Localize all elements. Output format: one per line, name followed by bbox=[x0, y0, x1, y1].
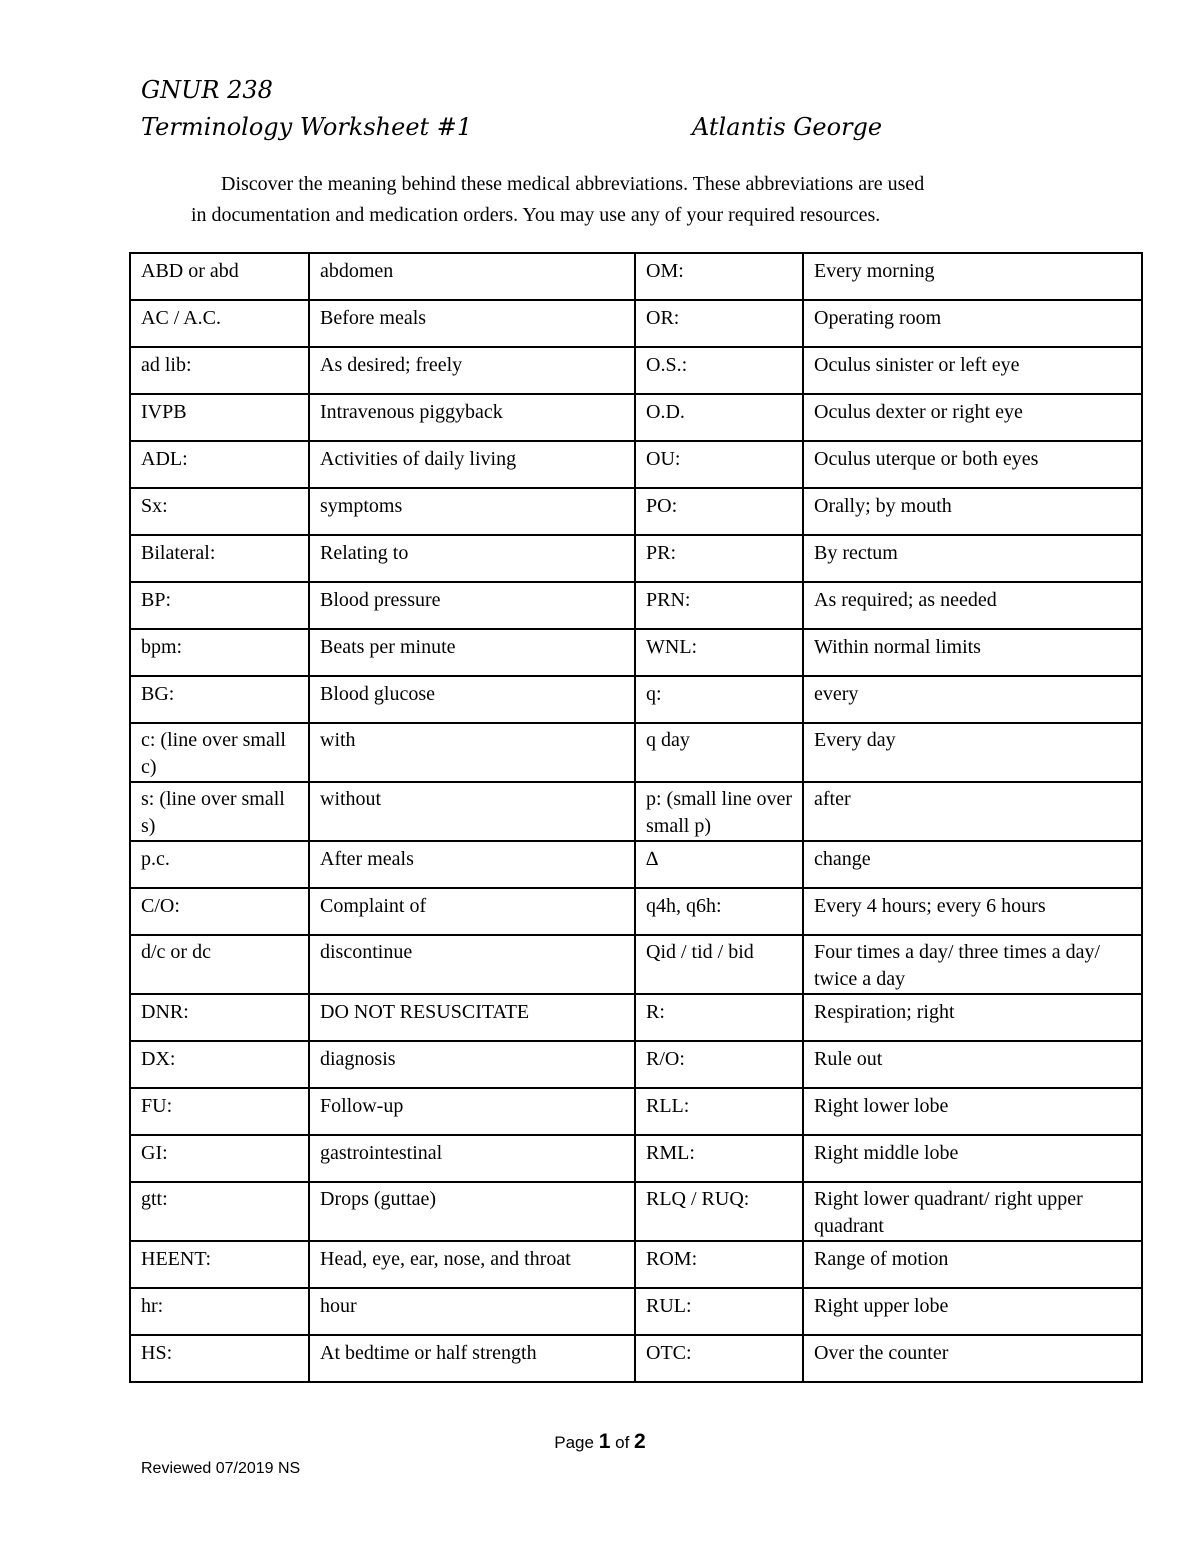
abbreviation-cell: d/c or dc bbox=[130, 935, 309, 994]
abbreviation-cell: OU: bbox=[635, 441, 803, 488]
meaning-cell: As desired; freely bbox=[309, 347, 635, 394]
abbreviation-cell: BP: bbox=[130, 582, 309, 629]
meaning-cell: As required; as needed bbox=[803, 582, 1142, 629]
abbreviation-cell: R/O: bbox=[635, 1041, 803, 1088]
abbreviation-cell: RLL: bbox=[635, 1088, 803, 1135]
meaning-cell: Four times a day/ three times a day/ twice a day bbox=[803, 935, 1142, 994]
meaning-cell: Activities of daily living bbox=[309, 441, 635, 488]
meaning-cell: discontinue bbox=[309, 935, 635, 994]
abbreviation-cell: PR: bbox=[635, 535, 803, 582]
meaning-cell: Head, eye, ear, nose, and throat bbox=[309, 1241, 635, 1288]
meaning-cell: Follow-up bbox=[309, 1088, 635, 1135]
meaning-cell: symptoms bbox=[309, 488, 635, 535]
abbreviation-cell: p: (small line over small p) bbox=[635, 782, 803, 841]
abbreviation-cell: q4h, q6h: bbox=[635, 888, 803, 935]
abbreviation-cell: PRN: bbox=[635, 582, 803, 629]
page-of: of bbox=[615, 1433, 630, 1452]
table-row bbox=[130, 1288, 1142, 1335]
meaning-cell: Rule out bbox=[803, 1041, 1142, 1088]
abbreviation-cell: RLQ / RUQ: bbox=[635, 1182, 803, 1241]
abbreviation-cell: hr: bbox=[130, 1288, 309, 1335]
abbreviation-cell: AC / A.C. bbox=[130, 300, 309, 347]
table-row bbox=[130, 1241, 1142, 1288]
meaning-cell: After meals bbox=[309, 841, 635, 888]
table-row bbox=[130, 582, 1142, 629]
abbreviation-cell: RUL: bbox=[635, 1288, 803, 1335]
table-row bbox=[130, 629, 1142, 676]
meaning-cell: DO NOT RESUSCITATE bbox=[309, 994, 635, 1041]
abbreviation-cell: DNR: bbox=[130, 994, 309, 1041]
table-row bbox=[130, 1041, 1142, 1088]
course-code: GNUR 238 bbox=[141, 76, 273, 104]
meaning-cell: Respiration; right bbox=[803, 994, 1142, 1041]
student-name: Atlantis George bbox=[692, 113, 883, 141]
abbreviation-cell: WNL: bbox=[635, 629, 803, 676]
table-row bbox=[130, 723, 1142, 782]
table-row bbox=[130, 888, 1142, 935]
instructions-line-2: in documentation and medication orders. You may use any of your required resources. bbox=[191, 204, 881, 226]
abbreviation-cell: q: bbox=[635, 676, 803, 723]
meaning-cell: Oculus dexter or right eye bbox=[803, 394, 1142, 441]
meaning-cell: Beats per minute bbox=[309, 629, 635, 676]
abbreviation-cell: DX: bbox=[130, 1041, 309, 1088]
meaning-cell: Within normal limits bbox=[803, 629, 1142, 676]
meaning-cell: Orally; by mouth bbox=[803, 488, 1142, 535]
worksheet-title: Terminology Worksheet #1 bbox=[141, 113, 473, 141]
table-row bbox=[130, 841, 1142, 888]
abbreviation-cell: HEENT: bbox=[130, 1241, 309, 1288]
meaning-cell: Every 4 hours; every 6 hours bbox=[803, 888, 1142, 935]
table-row bbox=[130, 1182, 1142, 1241]
table-row bbox=[130, 994, 1142, 1041]
page-number bbox=[0, 1430, 1200, 1454]
instructions-line-1: Discover the meaning behind these medical abbreviations. These abbreviations are used bbox=[221, 173, 925, 195]
meaning-cell: with bbox=[309, 723, 635, 782]
meaning-cell: Right upper lobe bbox=[803, 1288, 1142, 1335]
table-row bbox=[130, 488, 1142, 535]
meaning-cell: abdomen bbox=[309, 253, 635, 300]
page-word: Page bbox=[554, 1433, 594, 1452]
reviewed-note: Reviewed 07/2019 NS bbox=[141, 1460, 301, 1477]
meaning-cell: diagnosis bbox=[309, 1041, 635, 1088]
meaning-cell: Relating to bbox=[309, 535, 635, 582]
meaning-cell: Every morning bbox=[803, 253, 1142, 300]
page-current: 1 bbox=[598, 1430, 611, 1453]
abbreviation-cell: OR: bbox=[635, 300, 803, 347]
abbreviation-cell: ad lib: bbox=[130, 347, 309, 394]
meaning-cell: Every day bbox=[803, 723, 1142, 782]
abbreviation-cell: GI: bbox=[130, 1135, 309, 1182]
table-row bbox=[130, 1088, 1142, 1135]
table-row bbox=[130, 676, 1142, 723]
abbreviation-cell: Sx: bbox=[130, 488, 309, 535]
abbreviation-cell: C/O: bbox=[130, 888, 309, 935]
meaning-cell: change bbox=[803, 841, 1142, 888]
table-row bbox=[130, 441, 1142, 488]
meaning-cell: hour bbox=[309, 1288, 635, 1335]
abbreviation-cell: gtt: bbox=[130, 1182, 309, 1241]
table-row bbox=[130, 253, 1142, 300]
abbreviation-table bbox=[129, 252, 1143, 1383]
meaning-cell: Right middle lobe bbox=[803, 1135, 1142, 1182]
meaning-cell: Intravenous piggyback bbox=[309, 394, 635, 441]
abbreviation-cell: O.D. bbox=[635, 394, 803, 441]
meaning-cell: Oculus uterque or both eyes bbox=[803, 441, 1142, 488]
abbreviation-cell: OTC: bbox=[635, 1335, 803, 1382]
abbreviation-cell: BG: bbox=[130, 676, 309, 723]
meaning-cell: Blood glucose bbox=[309, 676, 635, 723]
table-row bbox=[130, 347, 1142, 394]
table-row bbox=[130, 1335, 1142, 1382]
meaning-cell: Over the counter bbox=[803, 1335, 1142, 1382]
meaning-cell: Oculus sinister or left eye bbox=[803, 347, 1142, 394]
abbreviation-cell: OM: bbox=[635, 253, 803, 300]
meaning-cell: Right lower lobe bbox=[803, 1088, 1142, 1135]
meaning-cell: At bedtime or half strength bbox=[309, 1335, 635, 1382]
meaning-cell: Complaint of bbox=[309, 888, 635, 935]
table-row bbox=[130, 935, 1142, 994]
abbreviation-cell: s: (line over small s) bbox=[130, 782, 309, 841]
meaning-cell: every bbox=[803, 676, 1142, 723]
abbreviation-cell: FU: bbox=[130, 1088, 309, 1135]
abbreviation-cell: ABD or abd bbox=[130, 253, 309, 300]
page-total: 2 bbox=[634, 1430, 646, 1453]
abbreviation-cell: Qid / tid / bid bbox=[635, 935, 803, 994]
abbreviation-cell: IVPB bbox=[130, 394, 309, 441]
meaning-cell: Right lower quadrant/ right upper quadrant bbox=[803, 1182, 1142, 1241]
meaning-cell: Blood pressure bbox=[309, 582, 635, 629]
meaning-cell: Drops (guttae) bbox=[309, 1182, 635, 1241]
meaning-cell: By rectum bbox=[803, 535, 1142, 582]
table-row bbox=[130, 394, 1142, 441]
abbreviation-cell: HS: bbox=[130, 1335, 309, 1382]
meaning-cell: gastrointestinal bbox=[309, 1135, 635, 1182]
table-row bbox=[130, 1135, 1142, 1182]
abbreviation-cell: O.S.: bbox=[635, 347, 803, 394]
abbreviation-cell: Bilateral: bbox=[130, 535, 309, 582]
meaning-cell: Operating room bbox=[803, 300, 1142, 347]
abbreviation-cell: R: bbox=[635, 994, 803, 1041]
abbreviation-cell: ADL: bbox=[130, 441, 309, 488]
meaning-cell: without bbox=[309, 782, 635, 841]
meaning-cell: after bbox=[803, 782, 1142, 841]
table-row bbox=[130, 782, 1142, 841]
table-row bbox=[130, 300, 1142, 347]
abbreviation-cell: q day bbox=[635, 723, 803, 782]
table-row bbox=[130, 535, 1142, 582]
abbreviation-cell: bpm: bbox=[130, 629, 309, 676]
abbreviation-cell: ROM: bbox=[635, 1241, 803, 1288]
abbreviation-cell: PO: bbox=[635, 488, 803, 535]
meaning-cell: Before meals bbox=[309, 300, 635, 347]
abbreviation-cell: c: (line over small c) bbox=[130, 723, 309, 782]
abbreviation-cell: p.c. bbox=[130, 841, 309, 888]
abbreviation-cell: RML: bbox=[635, 1135, 803, 1182]
abbreviation-cell: ∆ bbox=[635, 841, 803, 888]
meaning-cell: Range of motion bbox=[803, 1241, 1142, 1288]
